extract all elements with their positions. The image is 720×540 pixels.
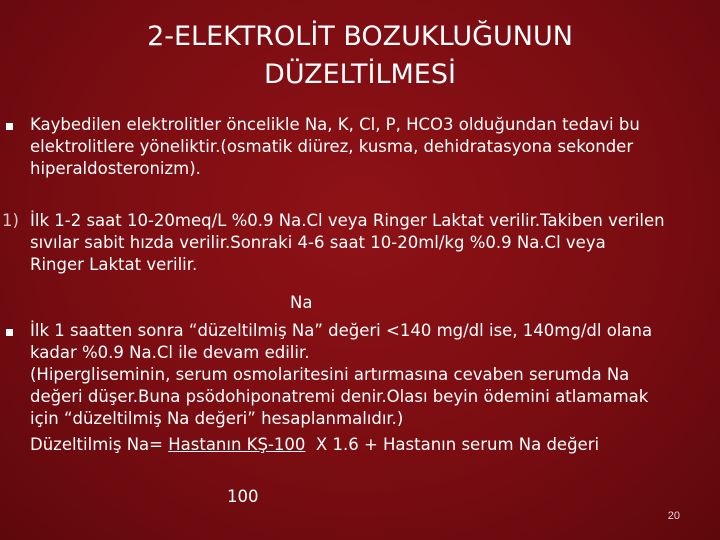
paragraph-first-hours [30, 210, 665, 276]
slide-title-line-2: DÜZELTİLMESİ [264, 59, 456, 90]
text-line: kadar %0.9 Na.Cl ile devam edilir. [30, 343, 310, 362]
text-line: İlk 1 saatten sonra “düzeltilmiş Na” değeri <140 mg/dl ise, 140mg/dl olana [30, 321, 653, 340]
formula-denominator: 100 [227, 487, 259, 506]
text-line: hiperaldosteronizm). [30, 159, 201, 178]
slide-title-line-1: 2-ELEKTROLİT BOZUKLUĞUNUN [147, 21, 573, 52]
paragraph-corrected-na [30, 320, 652, 456]
text-line: Ringer Laktat verilir. [30, 255, 198, 274]
formula-prefix: Düzeltilmiş Na= [30, 435, 169, 454]
bullet-2 [6, 329, 13, 336]
text-line: değeri düşer.Buna psödohiponatremi denir.Olası beyin ödemini atlamamak [30, 387, 649, 406]
text-line: İlk 1-2 saat 10-20meq/L %0.9 Na.Cl veya Ringer Laktat verilir.Takiben verilen [30, 211, 665, 230]
text-line: elektrolitlere yöneliktir.(osmatik diürez, kusma, dehidratasyona sekonder [30, 137, 634, 156]
slide-title [0, 18, 720, 94]
paragraph-electrolytes [30, 114, 640, 180]
text-line: Kaybedilen elektrolitler öncelikle Na, K, Cl, P, HCO3 olduğundan tedavi bu [30, 115, 640, 134]
list-number: 1) [2, 211, 19, 230]
formula-line [30, 434, 652, 456]
na-heading: Na [290, 293, 313, 312]
formula-suffix: X 1.6 + Hastanın serum Na değeri [305, 435, 600, 454]
text-line: (Hipergliseminin, serum osmolaritesini artırmasına cevaben serumda Na [30, 365, 630, 384]
bullet-1 [6, 123, 13, 130]
page-number: 20 [667, 510, 680, 522]
formula-numerator: Hastanın KŞ-100 [168, 435, 306, 454]
text-line: sıvılar sabit hızda verilir.Sonraki 4-6 saat 10-20ml/kg %0.9 Na.Cl veya [30, 233, 606, 252]
text-line: için “düzeltilmiş Na değeri” hesaplanmalıdır.) [30, 409, 404, 428]
